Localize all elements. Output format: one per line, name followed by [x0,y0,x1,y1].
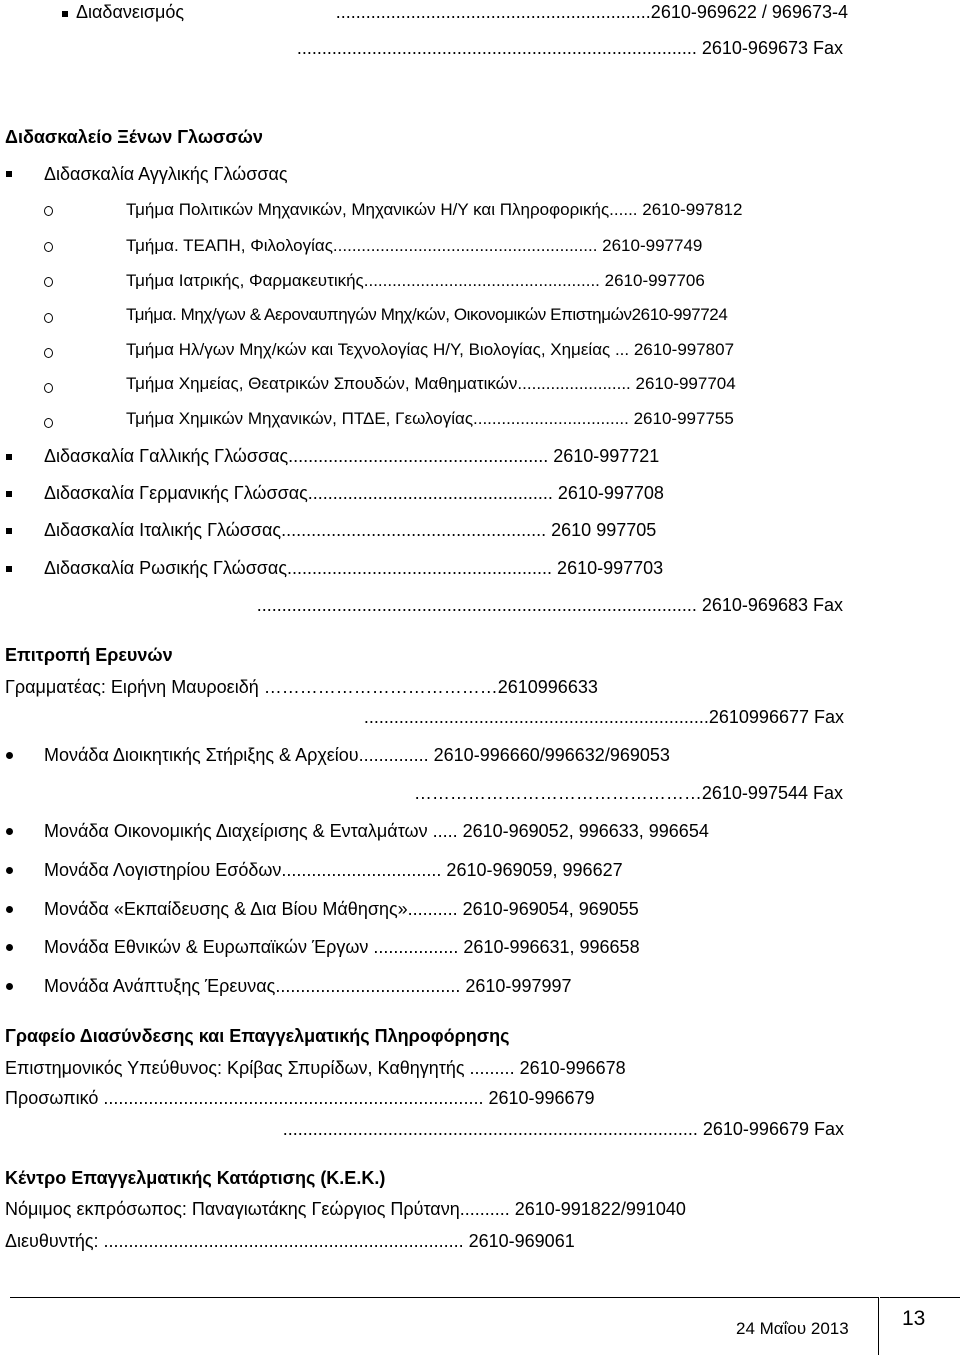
square-bullet-icon [6,528,12,534]
dept-line: Τμήμα Ηλ/γων Μηχ/κών και Τεχνολογίας Η/Υ, Βιολογίας, Χημείας ... 2610-997807 [126,340,735,359]
section-heading-career: Γραφείο Διασύνδεσης και Επαγγελματικής Πληροφόρησης [5,1026,510,1046]
footer-date: 24 Μαΐου 2013 [736,1319,849,1338]
secretary-fax: .....................................................................2610996677 Fax [363,707,844,727]
loan-fax: ................................................................................ 2610-969673 Fax [296,38,843,58]
career-line: Προσωπικό ............................................................................ 2610-996679 [5,1088,595,1108]
unit-line: Μονάδα Οικονομικής Διαχείρισης & Ενταλμάτων ..... 2610-969052, 996633, 996654 [44,821,709,841]
square-bullet-icon [6,491,12,497]
square-bullet-icon [6,171,12,177]
square-bullet-icon [6,566,12,572]
loan-label: Διαδανεισμός [76,2,185,22]
dept-line: Τμήμα Ιατρικής, Φαρμακευτικής.................................................. 2610-997706 [126,271,705,290]
circle-bullet-icon [44,348,53,358]
section-heading-kek: Κέντρο Επαγγελματικής Κατάρτισης (Κ.Ε.Κ.) [5,1168,386,1188]
unit-line: Μονάδα Λογιστηρίου Εσόδων................................ 2610-969059, 996627 [44,860,623,880]
unit-fax-line: …………………………………………2610-997544 Fax [413,783,843,803]
round-bullet-icon [6,944,13,951]
round-bullet-icon [6,983,13,990]
round-bullet-icon [6,867,13,874]
round-bullet-icon [6,828,13,835]
english-label: Διδασκαλία Αγγλικής Γλώσσας [44,164,288,184]
square-bullet-icon [62,11,68,17]
dept-line: Τμήμα. Μηχ/γων & Αεροναυπηγών Μηχ/κών, Οικονομικών Επιστημών2610-997724 [126,305,728,324]
circle-bullet-icon [44,242,53,252]
unit-line: Μονάδα Διοικητικής Στήριξης & Αρχείου.............. 2610-996660/996632/969053 [44,745,670,765]
page-number: 13 [902,1307,926,1330]
round-bullet-icon [6,752,13,759]
kek-line: Νόμιμος εκπρόσωπος: Παναγιωτάκης Γεώργιος Πρύτανη.......... 2610-991822/991040 [5,1199,686,1219]
unit-line: Μονάδα «Εκπαίδευσης & Δια Βίου Μάθησης».......... 2610-969054, 969055 [44,899,639,919]
career-line: Επιστημονικός Υπεύθυνος: Κρίβας Σπυρίδων, Καθηγητής ......... 2610-996678 [5,1058,626,1078]
unit-line: Μονάδα Εθνικών & Ευρωπαϊκών Έργων ................. 2610-996631, 996658 [44,937,640,957]
language-line: Διδασκαλία Ρωσικής Γλώσσας..................................................... 2610-997703 [44,558,664,578]
section-heading-research: Επιτροπή Ερευνών [5,645,173,665]
circle-bullet-icon [44,418,53,428]
unit-line: Μονάδα Ανάπτυξης Έρευνας..................................... 2610-997997 [44,976,572,996]
language-line: Διδασκαλία Ιταλικής Γλώσσας..................................................... 2610 997705 [44,520,657,540]
footer-separator [878,1297,879,1355]
round-bullet-icon [6,906,13,913]
circle-bullet-icon [44,313,53,323]
career-fax: ................................................................................... 2610-996679 Fax [282,1119,844,1139]
loan-phone: ...............................................................2610-969622 / 969673-4 [335,2,848,22]
languages-fax: ........................................................................................ 2610-969683 Fax [256,595,843,615]
section-heading-languages: Διδασκαλείο Ξένων Γλωσσών [5,127,263,147]
dept-line: Τμήμα. ΤΕΑΠΗ, Φιλολογίας........................................................ 2610-997749 [126,236,703,255]
circle-bullet-icon [44,383,53,393]
circle-bullet-icon [44,206,53,216]
kek-line: Διευθυντής: ........................................................................ 2610-969061 [5,1231,575,1251]
dept-line: Τμήμα Χημικών Μηχανικών, ΠΤΔΕ, Γεωλογίας................................. 2610-997755 [126,409,734,428]
circle-bullet-icon [44,277,53,287]
footer-divider [10,1297,878,1298]
dept-line: Τμήμα Πολιτικών Μηχανικών, Μηχανικών Η/Υ και Πληροφορικής...... 2610-997812 [126,200,743,219]
language-line: Διδασκαλία Γαλλικής Γλώσσας.................................................... 2610-997721 [44,446,660,466]
secretary-line: Γραμματέας: Ειρήνη Μαυροειδή …………………………………2610996633 [5,677,598,697]
square-bullet-icon [6,454,12,460]
dept-line: Τμήμα Χημείας, Θεατρικών Σπουδών, Μαθηματικών........................ 2610-997704 [126,374,736,393]
language-line: Διδασκαλία Γερμανικής Γλώσσας................................................. 2610-997708 [44,483,664,503]
